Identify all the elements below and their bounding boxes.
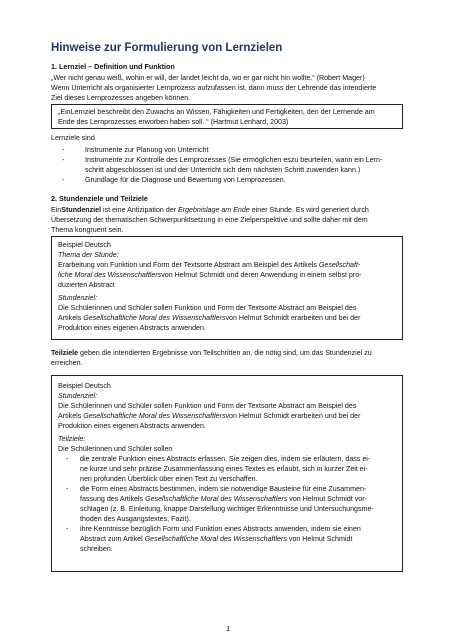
teilziel-item: - ihre Kenntnisse bezüglich Form und Funktion eines Abstracts anwenden, indem sie einen Abstract zum Artikel Gesellschaftliche Moral des Wissenschaftlers von Helmut Schmidt schreiben. [66,525,361,553]
thema-label: Thema der Stunde: [58,251,119,259]
example-label: Beispiel Deutsch [58,382,111,390]
intro-line: „Wer nicht genau weiß, wohin er will, der landet leicht da, wo er gar nicht hin wollte.“ (Robert Mager) [51,74,365,82]
quote-box [51,104,403,129]
term-teilziele: Teilziele [51,349,79,357]
teilziel-item: - die zentrale Funktion eines Abstracts erfassen. Sie zeigen dies, indem sie erläutern, dass ei- ne kurze und sehr präzise Zusammenfassung eines Textes es erlaubt, sich in kurzer Zeit ei- nen profunden Überblick über einen Text zu verschaffen. [66,455,371,483]
example-box-1: Beispiel Deutsch Thema der Stunde: Erarbeitung von Funktion und Form der Textsorte Abstract am Beispiel des Artikels Gesellschaft- liche Moral des Wissenschaftlersvon Helmut Schmidt und deren Anwendung in einem selbst pro- duzierten Abstract Stundenziel: Die Schülerinnen und Schüler sollen Funktion und Form der Textsorte Abstract am Beispiel des Artikels Gesellschaftliche Moral des Wissenschaftlersvon Helmut Schmidt erarbeiten und bei der Produktion eines eigenen Abstracts anwenden. [51,236,403,340]
list-intro: Lernziele sind [51,134,95,142]
teilziele-definition: Teilziele geben die intendierten Ergebnisse von Teilschritten an, die nötig sind, um das Stundenziel zu erreichen. [51,349,372,367]
quote-line: Ende des Lernprozesses erworben haben soll. “ (Hartmut Lenhard, 2003) [58,118,289,126]
section-2-heading: 2. Stundenziele und Teilziele [51,194,148,203]
intro-line: Wenn Unterricht als organisierter Lernprozess aufzufassen ist, dann muss der Lehrende das intendierte [51,84,377,92]
term-stundenziel: Stundenziel [61,206,102,214]
page-title: Hinweise zur Formulierung von Lernzielen [51,42,283,54]
stundenziel-label: Stundenziel: [58,392,98,400]
section-1-intro [51,73,403,103]
teilziel-item: - die Form eines Abstracts bestimmen, indem sie notwendige Bausteine für eine Zusammen- fassung des Artikels Gesellschaftliche Moral des Wissenschaftlers von Helmut Schmidt vor- schlagen (z. B. Einleitung, knappe Darstellung wichtiger Erkenntnisse und Untersuchungsme- thoden des Ausgangstextes, Fazit). [66,485,374,523]
stundenziel-definition: EinStundenziel ist eine Antizipation der Ergebnislage am Ende einer Stunde. Es wird generiert durch Übersetzung der thematischen Schwerpunktsetzung in eine Zielperspektive und sollte daher mit dem Thema kongruent sein. [51,206,369,234]
list-item: - Instrumente zur Planung von Unterricht [62,146,209,154]
section-1-heading: 1. Lernziel – Definition und Funktion [51,62,175,71]
page-number: 1 [226,624,231,633]
lernziele-list [51,145,403,185]
list-item: - Grundlage für die Diagnose und Bewertung von Lernprozessen. [62,176,286,184]
example-label: Beispiel Deutsch [58,241,111,249]
example-box-2: Beispiel Deutsch Stundenziel: Die Schülerinnen und Schüler sollen Funktion und Form der Textsorte Abstract am Beispiel des Artikels Gesellschaftliche Moral des Wissenschaftlersvon Helmut Schmidt erarbeiten und bei der Produktion eines eigenen Abstracts anwenden. Teilziele: Die Schülerinnen und Schüler sollen - die zentrale Funktion eines Abstracts erfassen. Sie zeigen dies, indem sie erläutern, dass ei- ne kurze und sehr präzise Zusammenfassung eines Textes es erlaubt, sich in kurzer Zeit ei- nen profunden Überblick über einen Text zu verschaffen. - die Form eines Abstracts bestimmen, indem sie notwendige Bausteine für eine Zusammen- fassung des Artikels Gesellschaftliche Moral des Wissenschaftlers von Helmut Schmidt vor- schlagen (z. B. Einleitung, knappe Darstellung wichtiger Erkenntnisse und Untersuchungsme- thoden des Ausgangstextes, Fazit). - ihre Kenntnisse bezüglich Form und Funktion eines Abstracts anwenden, indem sie einen Abstract zum Artikel Gesellschaftliche Moral des Wissenschaftlers von Helmut Schmidt schreiben. [51,375,403,572]
list-item: - Instrumente zur Kontrolle des Lernprozesses (Sie ermöglichen eszu beurteilen, wann ein Lern- schritt abgeschlossen ist und der Unterricht sich dem nächsten Schritt zuwenden kann.) [62,156,383,174]
quote-line: „EinLernziel beschreibt den Zuwachs an Wissen, Fähigkeiten und Fertigkeiten, den der Lernende am [58,108,375,116]
stundenziel-label: Stundenziel: [58,294,98,302]
teilziele-label: Teilziele: [58,435,86,443]
intro-line: Ziel dieses Lernprozesses angeben können. [51,94,191,102]
